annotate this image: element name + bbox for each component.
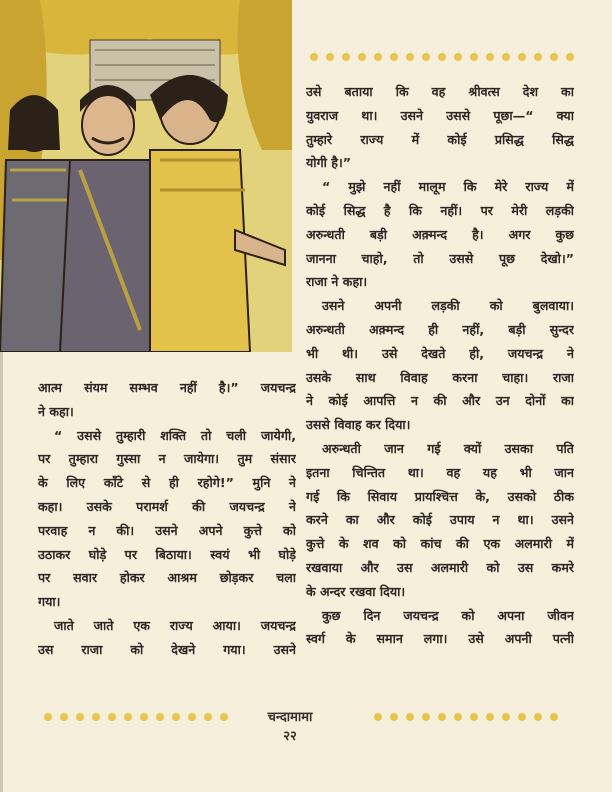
story-illustration bbox=[0, 0, 292, 352]
text-line: इतना चिन्तित था। वह यह भी जान bbox=[306, 464, 574, 480]
bottom-left-ornament-band bbox=[40, 710, 230, 724]
text-line: उसने अपनी लड़की को बुलवाया। bbox=[322, 298, 574, 314]
text-line: तुम्हारे राज्य में कोई प्रसिद्ध सिद्ध bbox=[306, 131, 574, 147]
text-line: जानना चाहो, तो उससे पूछ देखो।” bbox=[306, 250, 574, 266]
text-line: युवराज था। उसने उससे पूछा—“ क्या bbox=[306, 107, 574, 123]
text-line: गया। bbox=[38, 594, 61, 610]
text-line: “ उससे तुम्हारी शक्ति तो चली जायेगी, bbox=[54, 427, 296, 443]
text-line: अरुन्धती जान गई क्यों उसका पति bbox=[322, 440, 574, 456]
text-line: पर सवार होकर आश्रम छोड़कर चला bbox=[38, 570, 296, 586]
text-line: पर तुम्हारा गुस्सा न जायेगा। तुम संसार bbox=[38, 451, 296, 467]
text-line: उसके साथ विवाह करना चाहा। राजा bbox=[306, 369, 574, 385]
text-line: परवाह न की। उसने अपने कुत्ते को bbox=[38, 522, 296, 538]
text-line: अरुन्धती अक़्मन्द ही नहीं, बड़ी सुन्दर bbox=[306, 321, 574, 337]
text-line: उसे बताया कि वह श्रीवत्स देश का bbox=[306, 84, 574, 99]
text-line: उस राजा को देखने गया। उसने bbox=[38, 641, 296, 657]
text-line: के अन्दर रखवा दिया। bbox=[306, 583, 406, 599]
text-line: आत्म संयम सम्भव नहीं है।” जयचन्द्र bbox=[38, 380, 296, 395]
text-line: भी थी। उसे देखते ही, जयचन्द्र ने bbox=[306, 345, 574, 361]
text-line: “ मुझे नहीं मालूम कि मेरे राज्य में bbox=[322, 179, 574, 195]
text-line: योगी है।” bbox=[306, 155, 352, 171]
bottom-right-ornament-band bbox=[370, 710, 560, 724]
text-line: उठाकर घोड़े पर बिठाया। स्वयं भी घोड़े bbox=[38, 546, 296, 562]
text-line: कोई सिद्ध है कि नहीं। पर मेरी लड़की bbox=[306, 202, 574, 218]
left-text-column bbox=[38, 376, 296, 662]
text-line: स्वर्ग के समान लगा। उसे अपनी पत्नी bbox=[306, 631, 574, 647]
text-line: ने कोई आपत्ति न की और उन दोनों का bbox=[306, 393, 574, 409]
text-line: गई कि सिवाय प्रायश्चित्त के, उसको ठीक bbox=[306, 488, 574, 504]
text-line: कुत्ते के शव को कांच की एक अलमारी में bbox=[306, 536, 574, 552]
text-line: ने कहा। bbox=[38, 403, 74, 419]
text-line: कुछ दिन जयचन्द्र को अपना जीवन bbox=[322, 607, 574, 623]
text-line: जाते जाते एक राज्य आया। जयचन्द्र bbox=[54, 617, 296, 633]
text-line: उससे विवाह कर दिया। bbox=[306, 417, 411, 433]
text-line: रखवाया और उस अलमारी को उस कमरे bbox=[306, 559, 574, 575]
magazine-title: चन्दामामा bbox=[267, 710, 313, 725]
text-line: के लिए काँटे से ही रहोगे!” मुनि ने bbox=[38, 475, 296, 491]
right-text-column bbox=[306, 80, 574, 651]
text-line: अरुन्धती बड़ी अक़्मन्द है। अगर कुछ bbox=[306, 226, 574, 242]
page-number: २२ bbox=[283, 729, 297, 744]
three-figures-palace-illustration-icon bbox=[0, 0, 292, 352]
text-line: करने का और कोई उपाय न था। उसने bbox=[306, 512, 574, 528]
text-line: राजा ने कहा। bbox=[306, 274, 368, 290]
text-line: कहा। उसके परामर्श की जयचन्द्र ने bbox=[38, 498, 296, 514]
top-ornament-band bbox=[306, 50, 576, 64]
